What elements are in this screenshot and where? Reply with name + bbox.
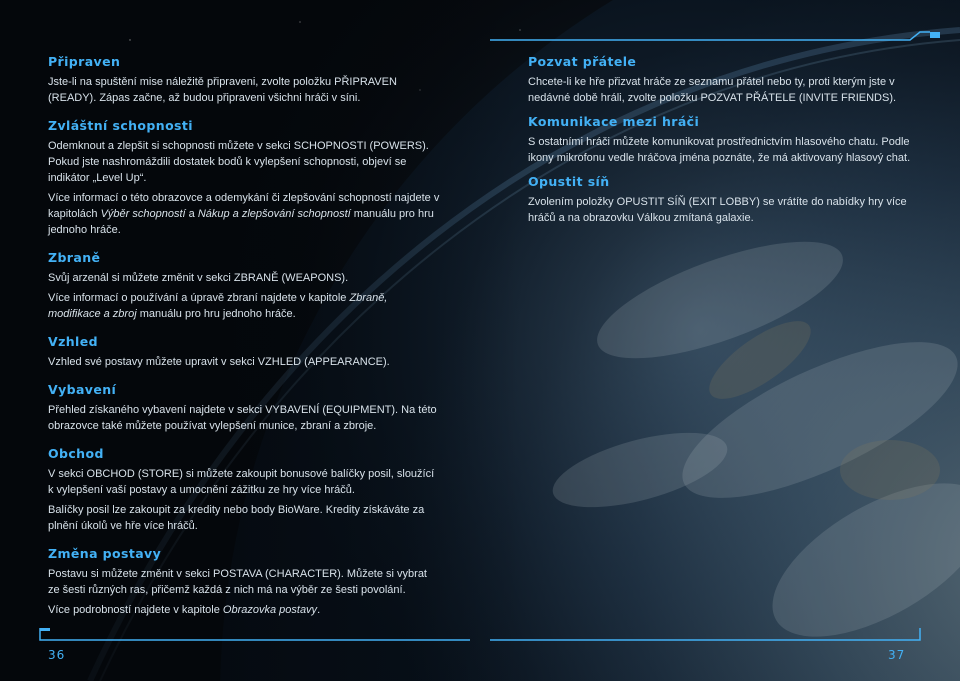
paragraph: V sekci OBCHOD (STORE) si můžete zakoupit bonusové balíčky posil, sloužící k vylepšení vaší postavy a umocnění zážitku ze hry více hráčů.	[48, 468, 435, 496]
section-appearance	[48, 334, 440, 370]
section-title: Vybavení	[48, 382, 117, 397]
section-title: Obchod	[48, 446, 104, 461]
section-change-character	[48, 546, 440, 618]
paragraph: Vzhled své postavy můžete upravit v sekci VZHLED (APPEARANCE).	[48, 356, 390, 368]
paragraph: Balíčky posil lze zakoupit za kredity nebo body BioWare. Kredity získáváte za plnění úkolů ve hře více hráčů.	[48, 504, 425, 532]
section-title: Zbraně	[48, 250, 101, 265]
section-exit-lobby	[528, 174, 920, 226]
paragraph: Více informací o používání a úpravě zbraní najdete v kapitole Zbraně, modifikace a zbroj manuálu pro hru jednoho hráče.	[48, 292, 388, 320]
paragraph: Více podrobností najdete v kapitole Obrazovka postavy.	[48, 604, 321, 616]
section-title: Komunikace mezi hráči	[528, 114, 700, 129]
section-title: Pozvat přátele	[528, 54, 637, 69]
section-title: Připraven	[48, 54, 121, 69]
section-equipment	[48, 382, 440, 434]
section-title: Vzhled	[48, 334, 98, 349]
paragraph: Odemknout a zlepšit si schopnosti můžete v sekci SCHOPNOSTI (POWERS). Pokud jste nashromáždili dostatek bodů k vylepšení schopnosti, objeví se indikátor „Level Up“.	[48, 140, 429, 184]
page-number-right: 37	[888, 648, 906, 662]
section-title: Opustit síň	[528, 174, 610, 189]
right-page-column	[528, 54, 920, 234]
paragraph: Zvolením položky OPUSTIT SÍŇ (EXIT LOBBY) se vrátíte do nabídky hry více hráčů a na obrazovku Válkou zmítaná galaxie.	[528, 196, 907, 224]
section-player-communication	[528, 114, 920, 166]
paragraph: Více informací o této obrazovce a odemykání či zlepšování schopností najdete v kapitolách Výběr schopností a Nákup a zlepšování schopností manuálu pro hru jednoho hráče.	[48, 192, 440, 236]
paragraph: Svůj arzenál si můžete změnit v sekci ZBRANĚ (WEAPONS).	[48, 272, 349, 284]
section-title: Změna postavy	[48, 546, 162, 561]
paragraph: Chcete-li ke hře přizvat hráče ze seznamu přátel nebo ty, proti kterým jste v nedávné době hráli, zvolte položku POZVAT PŘÁTELE (INVITE FRIENDS).	[528, 76, 897, 104]
section-title: Zvláštní schopnosti	[48, 118, 193, 133]
paragraph: Přehled získaného vybavení najdete v sekci VYBAVENÍ (EQUIPMENT). Na této obrazovce také můžete používat vylepšení munice, zbraní a zbroje.	[48, 404, 437, 432]
section-powers	[48, 118, 440, 238]
paragraph: Jste-li na spuštění mise náležitě připraveni, zvolte položku PŘIPRAVEN (READY). Zápas začne, až budou připraveni všichni hráči v síni.	[48, 76, 397, 104]
section-store	[48, 446, 440, 534]
section-ready	[48, 54, 440, 106]
paragraph: S ostatními hráči můžete komunikovat prostřednictvím hlasového chatu. Podle ikony mikrofonu vedle hráčova jména poznáte, že má aktivovaný hlasový chat.	[528, 136, 911, 164]
paragraph: Postavu si můžete změnit v sekci POSTAVA (CHARACTER). Můžete si vybrat ze šesti různých ras, přičemž každá z nich má na výběr ze šesti povolání.	[48, 568, 427, 596]
section-invite-friends	[528, 54, 920, 106]
page-number-left: 36	[48, 648, 66, 662]
left-page-column	[48, 54, 440, 630]
section-weapons	[48, 250, 440, 322]
